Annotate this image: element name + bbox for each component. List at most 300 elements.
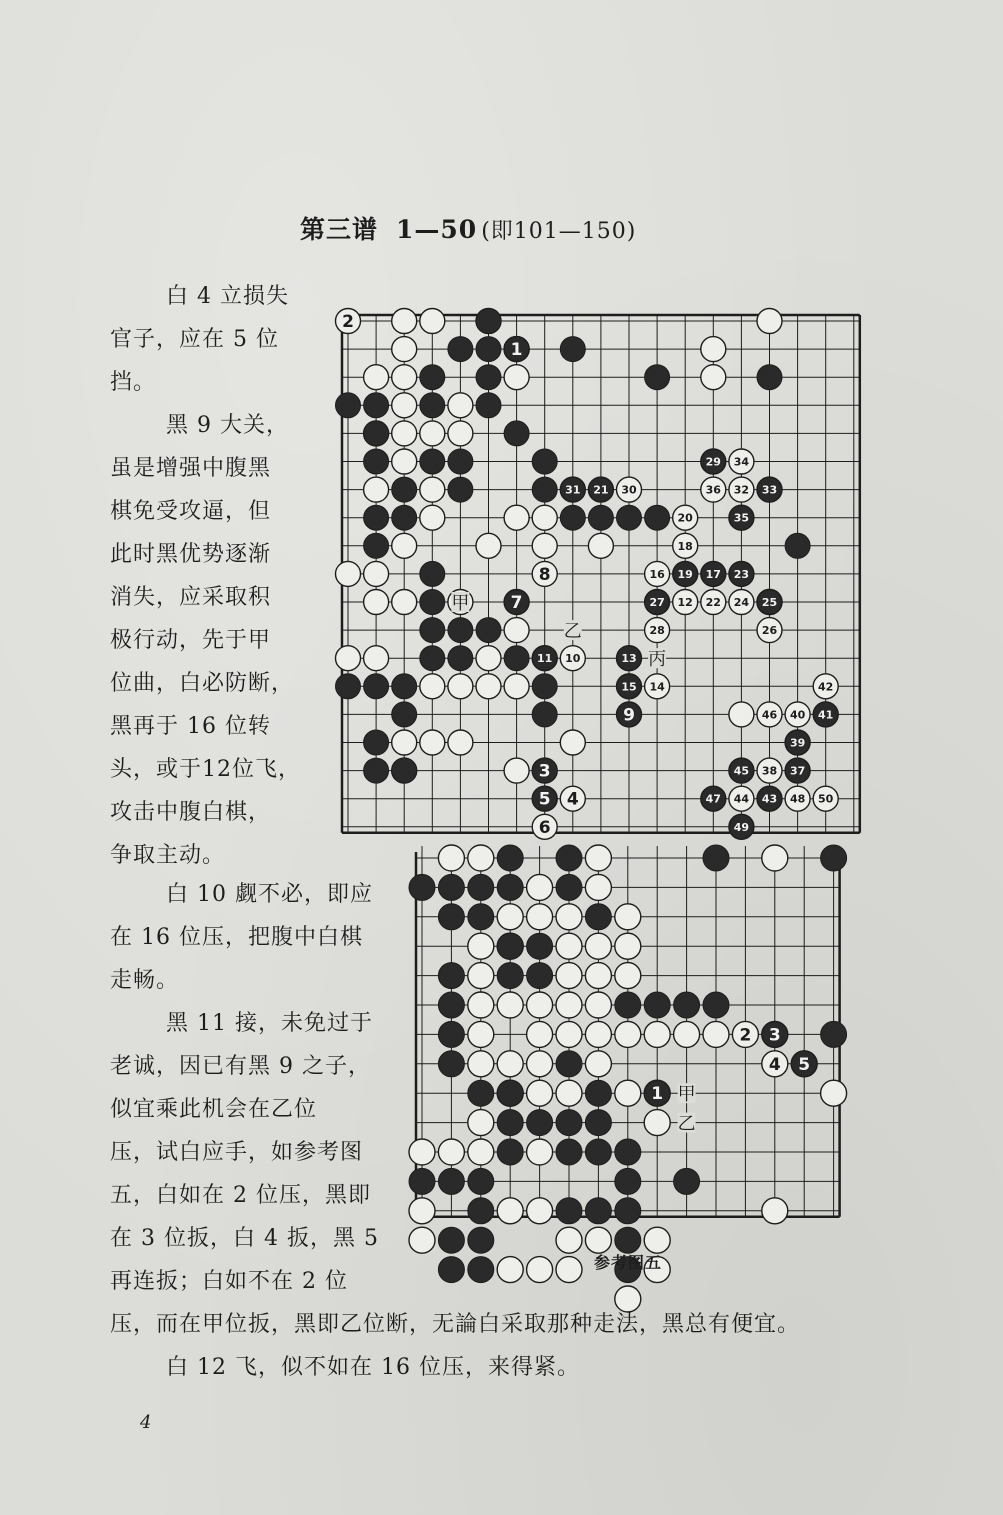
white-stone [762, 845, 788, 871]
black-stone [468, 1257, 494, 1283]
white-stone [556, 992, 582, 1018]
black-stone [409, 1168, 435, 1194]
black-stone [438, 992, 464, 1018]
white-stone [409, 1198, 435, 1224]
black-stone [532, 674, 557, 699]
black-stone [364, 730, 389, 755]
black-stone [448, 337, 473, 362]
move-number: 44 [733, 792, 750, 806]
white-stone [392, 393, 417, 418]
black-stone [448, 618, 473, 643]
black-stone [497, 1080, 523, 1106]
move-number: 19 [677, 567, 693, 581]
white-stone [615, 963, 641, 989]
black-stone [468, 874, 494, 900]
black-stone [556, 874, 582, 900]
move-range-note: (即101—150) [481, 219, 637, 244]
white-stone [392, 730, 417, 755]
numbered-black-stone [791, 1051, 817, 1077]
white-stone [588, 533, 613, 558]
black-stone [757, 365, 782, 390]
black-stone [527, 963, 553, 989]
white-stone [409, 1139, 435, 1165]
numbered-white-stone [701, 590, 726, 615]
move-number: 50 [818, 792, 834, 806]
move-number: 17 [705, 567, 721, 581]
white-stone [448, 674, 473, 699]
numbered-black-stone [588, 477, 613, 502]
numbered-white-stone [757, 702, 782, 727]
numbered-black-stone [532, 786, 557, 811]
numbered-black-stone [645, 590, 670, 615]
black-stone [476, 337, 501, 362]
commentary-line: 头，或于12位飞， [110, 757, 301, 782]
black-stone [392, 477, 417, 502]
white-stone [556, 1021, 582, 1047]
black-stone [585, 1110, 611, 1136]
black-stone [448, 646, 473, 671]
move-number: 27 [649, 596, 665, 609]
white-stone [527, 1051, 553, 1077]
black-stone [674, 1168, 700, 1194]
numbered-black-stone [701, 786, 726, 811]
black-stone [468, 904, 494, 930]
black-stone [438, 963, 464, 989]
numbered-white-stone [785, 786, 810, 811]
move-number: 14 [649, 680, 665, 694]
numbered-black-stone [673, 561, 698, 586]
black-stone [821, 1021, 847, 1047]
white-stone [527, 992, 553, 1018]
commentary-line: 白 4 立损失 [166, 284, 289, 309]
white-stone [364, 477, 389, 502]
move-number: 41 [818, 708, 834, 722]
move-number: 29 [705, 455, 721, 469]
commentary-line: 极行动，先于甲 [110, 628, 272, 653]
white-stone [420, 730, 445, 755]
white-stone [420, 421, 445, 446]
black-stone [527, 933, 553, 959]
black-stone [476, 393, 501, 418]
white-stone [497, 1257, 523, 1283]
move-number: 42 [818, 680, 834, 694]
commentary-line: 在 16 位压，把腹中白棋 [110, 925, 363, 950]
black-stone [476, 365, 501, 390]
move-number: 22 [705, 596, 721, 609]
numbered-white-stone [560, 646, 585, 671]
numbered-white-stone [757, 618, 782, 643]
white-stone [644, 1021, 670, 1047]
move-number: 3 [538, 761, 551, 782]
white-stone [420, 309, 445, 334]
numbered-black-stone [785, 758, 810, 783]
move-number: 2 [342, 312, 354, 332]
move-number: 49 [733, 820, 750, 834]
numbered-white-stone [732, 1021, 758, 1047]
diagram-caption: 参考图五 [594, 1253, 663, 1272]
black-stone [585, 904, 611, 930]
white-stone [674, 1021, 700, 1047]
move-number: 5 [798, 1054, 811, 1075]
commentary-line: 再连扳；白如不在 2 位 [110, 1269, 348, 1294]
black-stone [615, 1139, 641, 1165]
numbered-black-stone [701, 449, 726, 474]
black-stone [703, 992, 729, 1018]
white-stone [644, 1110, 670, 1136]
numbered-black-stone [617, 646, 642, 671]
black-stone [556, 845, 582, 871]
black-stone [468, 1198, 494, 1224]
black-stone [556, 1051, 582, 1077]
black-stone [448, 449, 473, 474]
black-stone [448, 477, 473, 502]
numbered-black-stone [729, 505, 754, 530]
move-number: 48 [789, 792, 806, 806]
numbered-black-stone [617, 674, 642, 699]
black-stone [420, 365, 445, 390]
white-stone [392, 590, 417, 615]
move-number: 8 [538, 564, 551, 585]
move-number: 47 [705, 792, 721, 806]
numbered-white-stone [729, 590, 754, 615]
commentary-line: 虽是增强中腹黑 [110, 456, 272, 481]
move-number: 37 [789, 764, 806, 778]
white-stone [476, 674, 501, 699]
commentary-full-line: 压，而在甲位扳，黑即乙位断，无論白采取那种走法，黑总有便宜。 [110, 1312, 801, 1337]
black-stone [420, 561, 445, 586]
black-stone [438, 904, 464, 930]
black-stone [392, 702, 417, 727]
black-stone [438, 1257, 464, 1283]
commentary-line: 黑 11 接，未免过于 [166, 1011, 373, 1036]
white-stone [556, 904, 582, 930]
black-stone [438, 1168, 464, 1194]
black-stone [476, 618, 501, 643]
move-number: 15 [621, 680, 637, 694]
white-stone [468, 1021, 494, 1047]
numbered-black-stone [785, 730, 810, 755]
black-stone [556, 1198, 582, 1224]
black-stone [420, 590, 445, 615]
black-stone [532, 477, 557, 502]
white-stone [556, 963, 582, 989]
numbered-black-stone [532, 646, 557, 671]
point-label: 丙 [648, 649, 667, 671]
white-stone [420, 674, 445, 699]
white-stone [420, 477, 445, 502]
black-stone [785, 533, 810, 558]
black-stone [409, 874, 435, 900]
numbered-white-stone [532, 561, 557, 586]
black-stone [420, 618, 445, 643]
numbered-black-stone [757, 590, 782, 615]
white-stone [504, 758, 529, 783]
numbered-black-stone [757, 477, 782, 502]
commentary-line: 消失，应采取积 [110, 585, 272, 610]
black-stone [364, 505, 389, 530]
move-number: 20 [677, 511, 693, 525]
commentary-column-2 [110, 873, 400, 1303]
numbered-white-stone [813, 786, 838, 811]
black-stone [364, 421, 389, 446]
numbered-white-stone [762, 1051, 788, 1077]
black-stone [392, 505, 417, 530]
numbered-white-stone [729, 449, 754, 474]
numbered-white-stone [785, 702, 810, 727]
move-number: 11 [537, 652, 553, 666]
page-title [300, 210, 700, 246]
move-number: 10 [565, 652, 581, 666]
white-stone [497, 1051, 523, 1077]
white-stone [703, 1021, 729, 1047]
black-stone [468, 1080, 494, 1106]
white-stone [527, 1257, 553, 1283]
white-stone [527, 874, 553, 900]
commentary-line: 在 3 位扳，白 4 扳，黑 5 [110, 1226, 379, 1251]
white-stone [527, 1198, 553, 1224]
move-number: 35 [733, 511, 750, 525]
move-number: 39 [789, 736, 806, 750]
commentary-line: 棋免受攻逼，但 [110, 499, 272, 524]
numbered-white-stone [645, 674, 670, 699]
black-stone [336, 674, 361, 699]
point-label: 乙 [677, 1113, 696, 1135]
white-stone [497, 1198, 523, 1224]
move-number: 18 [677, 539, 693, 553]
black-stone [585, 1198, 611, 1224]
white-stone [615, 933, 641, 959]
white-stone [615, 1021, 641, 1047]
numbered-black-stone [644, 1080, 670, 1106]
commentary-line: 争取主动。 [110, 843, 226, 868]
black-stone [585, 1080, 611, 1106]
move-number: 1 [651, 1084, 664, 1105]
commentary-line: 五，白如在 2 位压，黑即 [110, 1183, 371, 1208]
black-stone [615, 1168, 641, 1194]
move-number: 5 [538, 789, 551, 810]
move-number: 40 [789, 708, 806, 722]
numbered-black-stone [701, 561, 726, 586]
black-stone [336, 393, 361, 418]
move-number: 36 [705, 483, 721, 497]
white-stone [504, 505, 529, 530]
black-stone [585, 1139, 611, 1165]
commentary-line: 此时黑优势逐渐 [110, 542, 272, 567]
black-stone [674, 992, 700, 1018]
white-stone [821, 1080, 847, 1106]
black-stone [497, 845, 523, 871]
commentary-line: 老诚，因已有黑 9 之子， [110, 1054, 371, 1079]
move-number: 2 [739, 1025, 752, 1046]
white-stone [468, 992, 494, 1018]
white-stone [762, 1198, 788, 1224]
black-stone [364, 533, 389, 558]
black-stone [420, 646, 445, 671]
black-stone [420, 449, 445, 474]
white-stone [364, 561, 389, 586]
numbered-black-stone [813, 702, 838, 727]
move-number: 3 [768, 1025, 781, 1046]
move-number: 16 [649, 567, 665, 581]
white-stone [527, 1021, 553, 1047]
white-stone [364, 590, 389, 615]
white-stone [701, 337, 726, 362]
move-number: 4 [768, 1054, 781, 1075]
commentary-line: 黑 9 大关， [166, 413, 289, 438]
black-stone [532, 702, 557, 727]
black-stone [497, 1139, 523, 1165]
paragraph: 白 12 飞，似不如在 16 位压，来得紧。 [166, 1355, 580, 1380]
black-stone [438, 874, 464, 900]
black-stone [504, 421, 529, 446]
move-number: 45 [733, 764, 750, 778]
black-stone [645, 505, 670, 530]
white-stone [615, 1080, 641, 1106]
move-number: 1 [510, 340, 523, 361]
white-stone [468, 1110, 494, 1136]
reference-diagram-5 [408, 840, 868, 1240]
numbered-white-stone [813, 674, 838, 699]
numbered-black-stone [729, 758, 754, 783]
move-number: 46 [761, 708, 778, 722]
black-stone [645, 365, 670, 390]
black-stone [504, 646, 529, 671]
white-stone [336, 646, 361, 671]
numbered-black-stone [504, 590, 529, 615]
numbered-white-stone [673, 590, 698, 615]
numbered-white-stone [560, 786, 585, 811]
white-stone [364, 646, 389, 671]
move-number: 21 [593, 483, 609, 497]
black-stone [560, 505, 585, 530]
numbered-white-stone [701, 477, 726, 502]
point-label: 甲 [677, 1084, 696, 1106]
commentary-line: 走畅。 [110, 968, 180, 993]
white-stone [448, 393, 473, 418]
commentary-line: 压，试白应手，如参考图 [110, 1140, 364, 1165]
numbered-white-stone [645, 561, 670, 586]
numbered-black-stone [757, 786, 782, 811]
white-stone [585, 933, 611, 959]
white-stone [560, 730, 585, 755]
point-label: 甲 [451, 593, 470, 614]
black-stone [420, 393, 445, 418]
move-number: 28 [649, 624, 665, 638]
move-number: 30 [621, 483, 637, 497]
black-stone [588, 505, 613, 530]
white-stone [504, 365, 529, 390]
numbered-white-stone [673, 505, 698, 530]
white-stone [448, 730, 473, 755]
game-diagram-main [330, 285, 860, 838]
numbered-white-stone [645, 618, 670, 643]
white-stone [497, 904, 523, 930]
commentary-column-1 [110, 275, 310, 877]
white-stone [468, 963, 494, 989]
black-stone [556, 1139, 582, 1165]
white-stone [392, 337, 417, 362]
white-stone [468, 933, 494, 959]
white-stone [585, 845, 611, 871]
commentary-line: 白 10 觑不必，即应 [166, 882, 373, 907]
numbered-white-stone [336, 309, 361, 334]
white-stone [615, 904, 641, 930]
white-stone [468, 1139, 494, 1165]
numbered-black-stone [560, 477, 585, 502]
white-stone [556, 1257, 582, 1283]
white-stone [556, 1227, 582, 1253]
numbered-black-stone [762, 1021, 788, 1047]
white-stone [527, 904, 553, 930]
white-stone [468, 1051, 494, 1077]
black-stone [438, 1227, 464, 1253]
white-stone [392, 533, 417, 558]
move-number: 31 [565, 483, 581, 497]
black-stone [468, 1227, 494, 1253]
white-stone [757, 309, 782, 334]
move-number: 6 [538, 817, 551, 838]
move-range: 1—50 [396, 215, 478, 244]
move-number: 26 [761, 624, 778, 638]
white-stone [476, 533, 501, 558]
black-stone [364, 449, 389, 474]
white-stone [527, 1139, 553, 1165]
commentary-line: 挡。 [110, 370, 157, 395]
page-number: 4 [140, 1412, 152, 1433]
chapter-title: 第三谱 [300, 215, 379, 244]
move-number: 33 [761, 483, 778, 497]
point-label: 乙 [563, 621, 582, 643]
move-number: 13 [621, 652, 637, 666]
numbered-white-stone [729, 477, 754, 502]
white-stone [556, 933, 582, 959]
move-number: 12 [677, 596, 693, 609]
commentary-line: 黑再于 16 位转 [110, 714, 271, 739]
white-stone [364, 365, 389, 390]
white-stone [336, 561, 361, 586]
numbered-white-stone [729, 786, 754, 811]
move-number: 24 [733, 596, 750, 609]
commentary-line: 攻击中腹白棋， [110, 800, 272, 825]
numbered-white-stone [532, 814, 557, 839]
white-stone [392, 449, 417, 474]
black-stone [364, 758, 389, 783]
white-stone [409, 1227, 435, 1253]
numbered-white-stone [757, 758, 782, 783]
numbered-white-stone [673, 533, 698, 558]
white-stone [497, 992, 523, 1018]
black-stone [392, 758, 417, 783]
move-number: 43 [761, 792, 778, 806]
black-stone [615, 992, 641, 1018]
black-stone [556, 1110, 582, 1136]
black-stone [438, 1051, 464, 1077]
move-number: 38 [761, 764, 778, 778]
move-number: 9 [623, 705, 635, 726]
white-stone [392, 421, 417, 446]
white-stone [438, 845, 464, 871]
commentary-line: 官子，应在 5 位 [110, 327, 279, 352]
white-stone [392, 365, 417, 390]
white-stone [585, 1021, 611, 1047]
black-stone [476, 309, 501, 334]
white-stone [420, 505, 445, 530]
move-number: 4 [566, 789, 579, 810]
white-stone [701, 365, 726, 390]
white-stone [585, 963, 611, 989]
commentary-last-line [110, 1346, 990, 1389]
white-stone [448, 421, 473, 446]
